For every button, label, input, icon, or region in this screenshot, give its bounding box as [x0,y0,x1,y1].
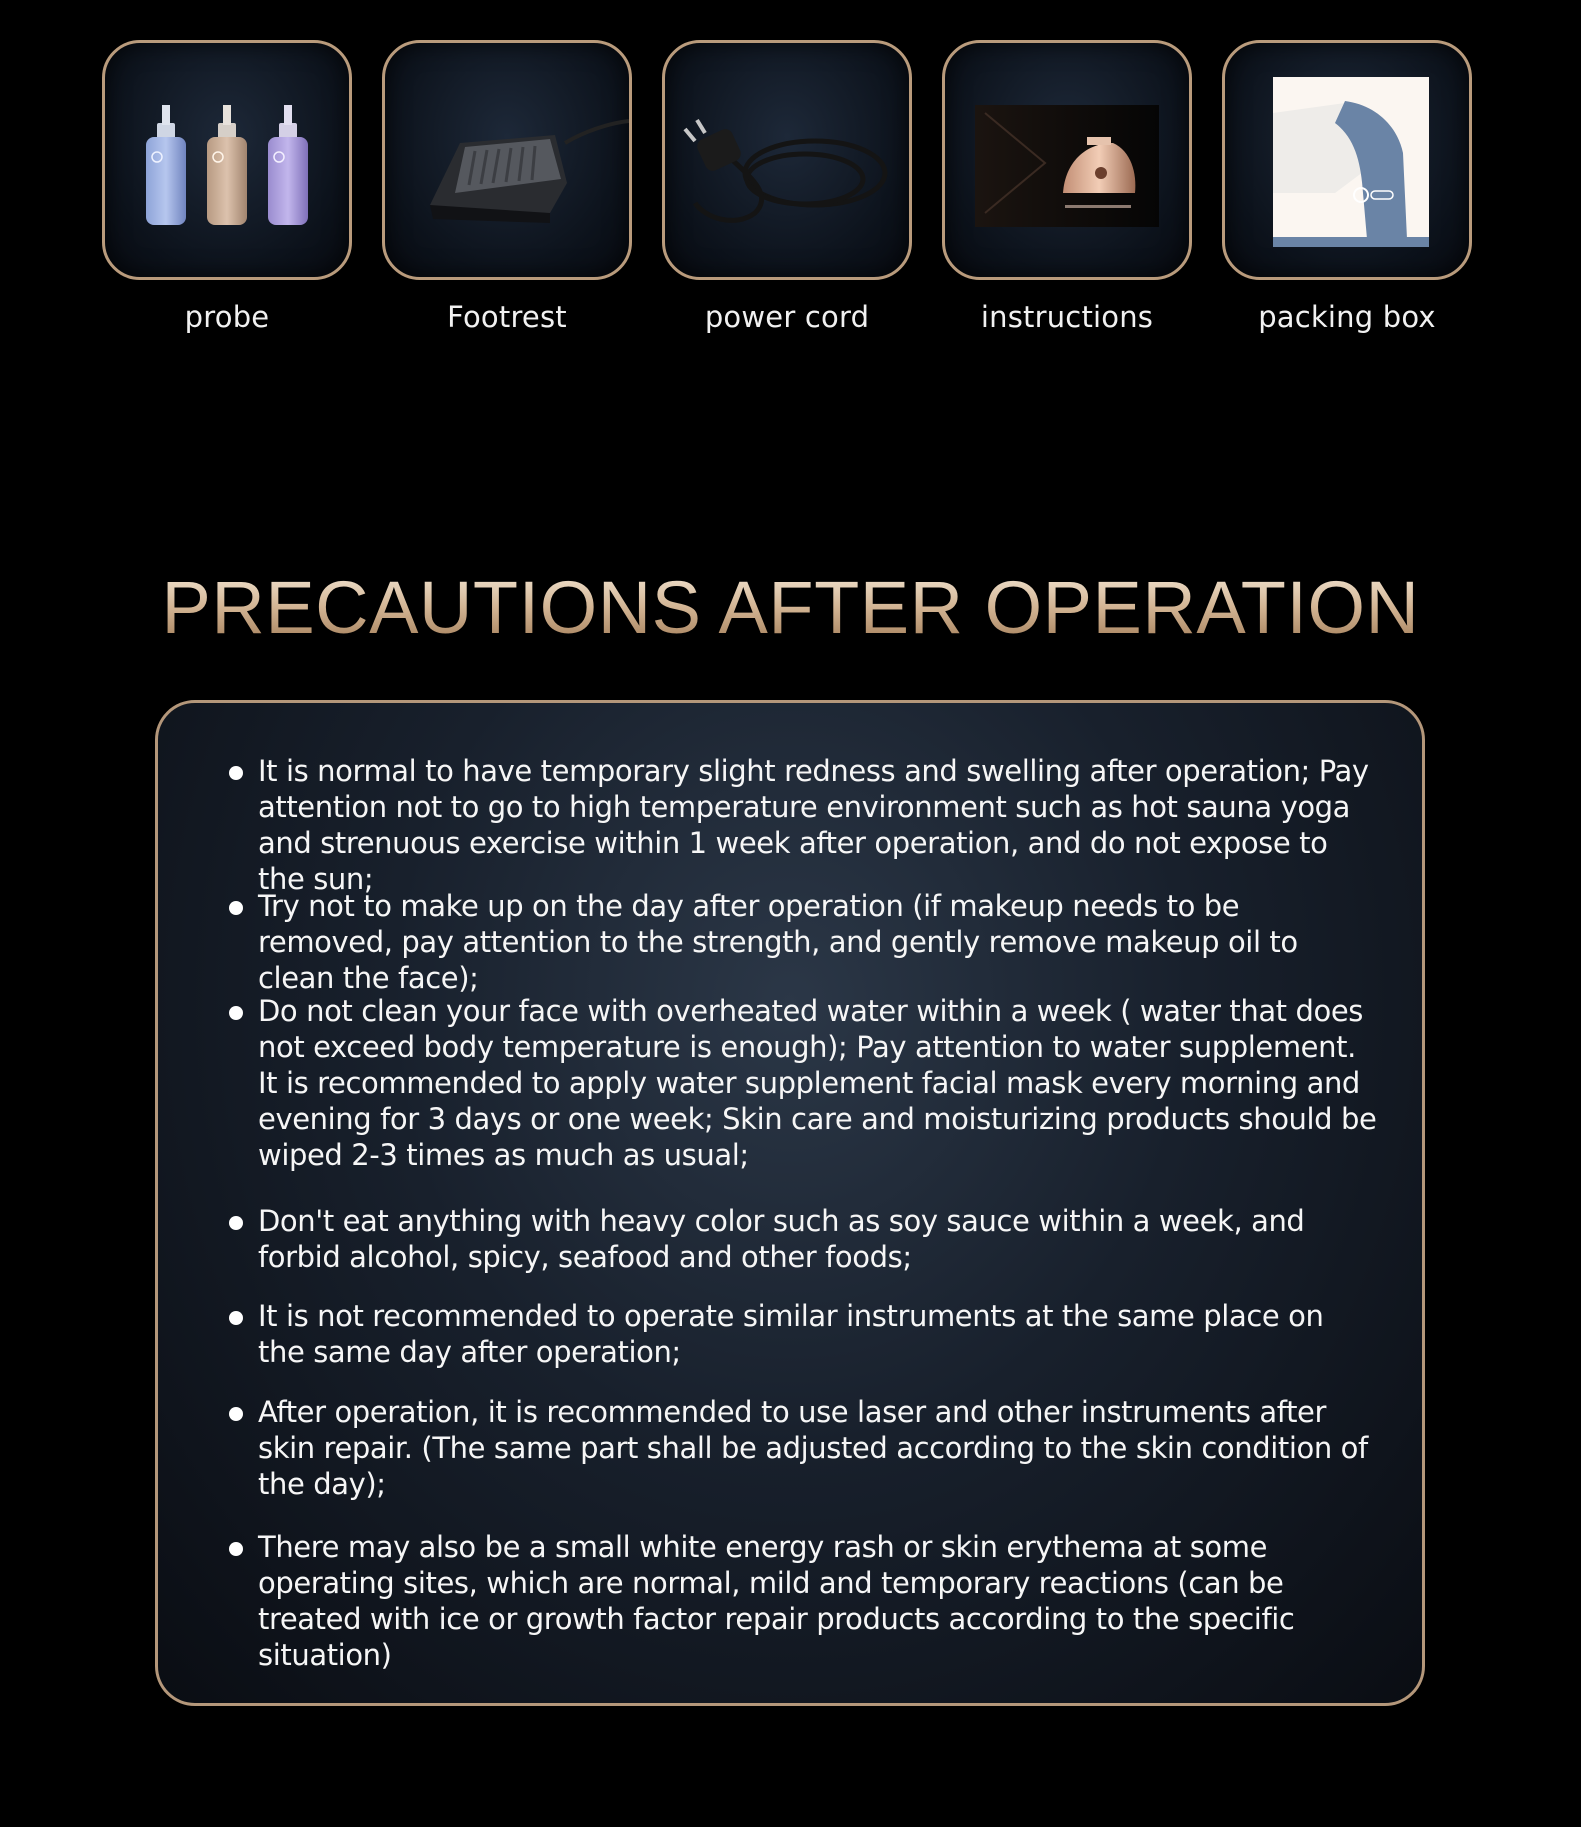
bullet-icon [229,1216,243,1230]
accessory-label: probe [184,300,270,334]
accessory-label: packing box [1258,300,1436,334]
accessory-frame [662,40,912,280]
precaution-item [258,993,1378,1173]
precaution-item [258,1394,1378,1502]
precaution-text: It is normal to have temporary slight redness and swelling after operation; Pay attention not to go to high temperature environment such as hot sauna yoga and strenuous exercise within 1 week after operation, and do not expose to the sun; [258,754,1369,896]
accessories-row [0,0,1581,360]
power-cord-icon [665,43,909,277]
precaution-text: There may also be a small white energy rash or skin erythema at some operating sites, which are normal, mild and temporary reactions (can be treated with ice or growth factor repair products according to the specific situation) [258,1530,1295,1672]
accessory-probe [102,40,352,334]
accessory-packing-box [1222,40,1472,334]
precaution-item [258,888,1378,996]
accessory-label: power cord [704,300,870,334]
precaution-text: After operation, it is recommended to use laser and other instruments after skin repair. (The same part shall be adjusted according to the skin condition of the day); [258,1395,1368,1501]
packing-box-icon [1225,43,1469,277]
accessory-frame [1222,40,1472,280]
accessory-instructions [942,40,1192,334]
bullet-icon [229,1542,243,1556]
instructions-booklet-icon [945,43,1189,277]
section-title: PRECAUTIONS AFTER OPERATION [0,565,1581,650]
bullet-icon [229,766,243,780]
precautions-panel [155,700,1425,1706]
precaution-text: It is not recommended to operate similar instruments at the same place on the same day after operation; [258,1299,1324,1369]
accessory-footrest [382,40,632,334]
accessory-label: Footrest [447,300,567,334]
accessory-frame [942,40,1192,280]
accessory-frame [102,40,352,280]
precaution-item [258,753,1378,897]
bullet-icon [229,1311,243,1325]
accessory-label: instructions [980,300,1154,334]
precaution-item [258,1529,1378,1673]
precaution-text: Try not to make up on the day after operation (if makeup needs to be removed, pay attention to the strength, and gently remove makeup oil to clean the face); [258,889,1298,995]
precaution-item [258,1298,1378,1370]
precaution-text: Do not clean your face with overheated water within a week ( water that does not exceed body temperature is enough); Pay attention to water supplement. It is recommended to apply water supplement facial mask every morning and evening for 3 days or one week; Skin care and moisturizing products should be wiped 2-3 times as much as usual; [258,994,1377,1172]
bullet-icon [229,901,243,915]
probe-icon [105,43,349,277]
precaution-text: Don't eat anything with heavy color such as soy sauce within a week, and forbid alcohol, spicy, seafood and other foods; [258,1204,1305,1274]
precaution-item [258,1203,1378,1275]
bullet-icon [229,1006,243,1020]
foot-pedal-icon [385,43,629,277]
bullet-icon [229,1407,243,1421]
accessory-frame [382,40,632,280]
accessory-power-cord [662,40,912,334]
